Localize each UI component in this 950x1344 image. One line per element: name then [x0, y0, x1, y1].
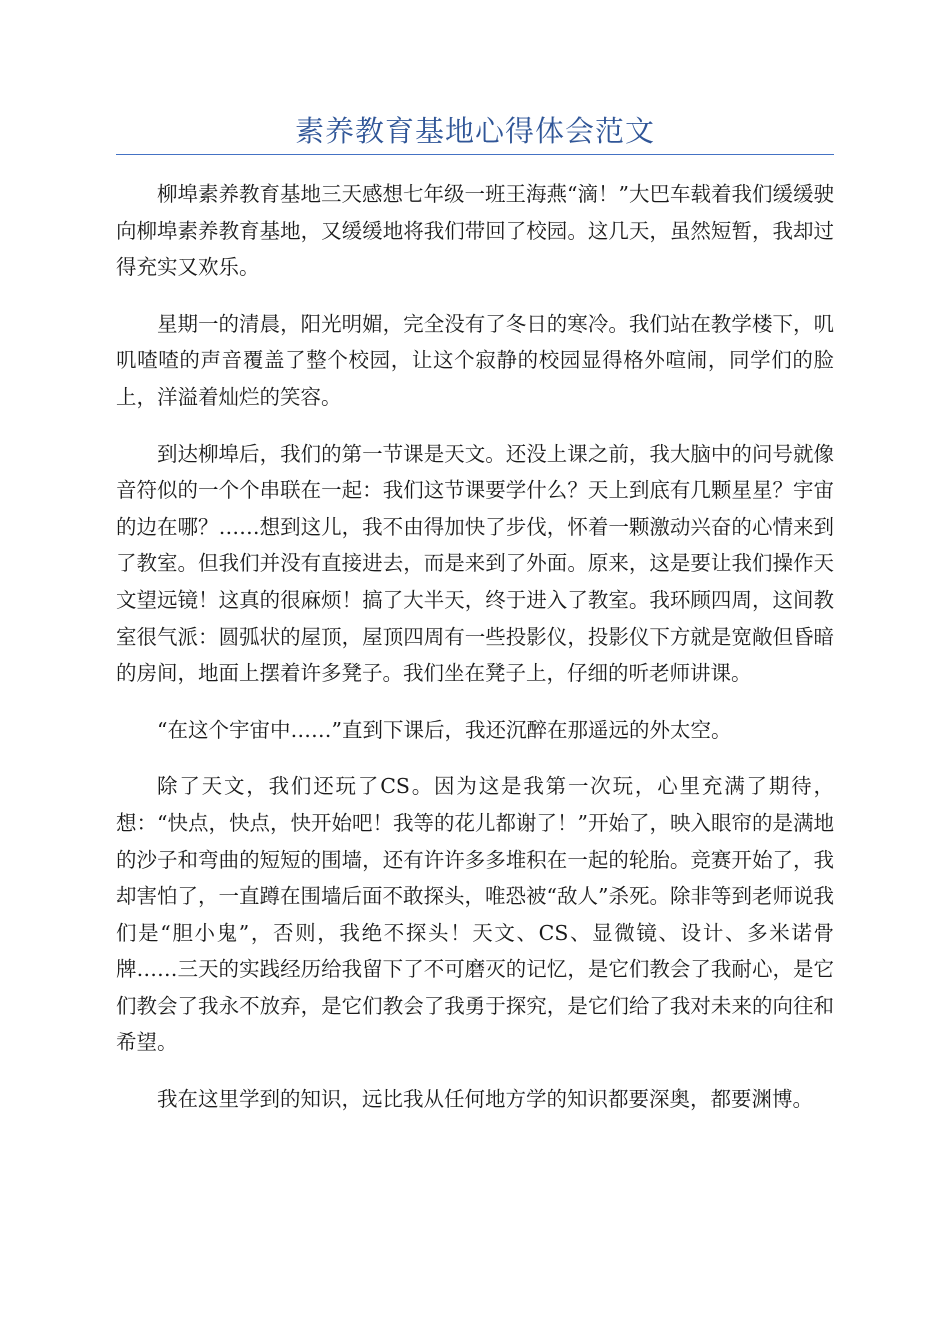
document-title: 素养教育基地心得体会范文 — [294, 114, 655, 148]
title-underline — [116, 154, 834, 155]
paragraph: 到达柳埠后，我们的第一节课是天文。还没上课之前，我大脑中的问号就像音符似的一个个串联在一起：我们这节课要学什么？天上到底有几颗星星？宇宙的边在哪？……想到这儿，我不由得加快了步伐，怀着一颗激动兴奋的心情来到了教室。但我们并没有直接进去，而是来到了外面。原来，这是要让我们操作天文望远镜！这真的很麻烦！搞了大半天，终于进入了教室。我环顾四周，这间教室很气派：圆弧状的屋顶，屋顶四周有一些投影仪，投影仪下方就是宽敞但昏暗的房间，地面上摆着许多凳子。我们坐在凳子上，仔细的听老师讲课。 — [116, 441, 834, 686]
paragraph: 除了天文，我们还玩了CS。因为这是我第一次玩，心里充满了期待，想：“快点，快点，快开始吧！我等的花儿都谢了！”开始了，映入眼帘的是满地的沙子和弯曲的短短的围墙，还有许许多多堆积在一起的轮胎。竞赛开始了，我却害怕了，一直蹲在围墙后面不敢探头，唯恐被“敌人”杀死。除非等到老师说我们是“胆小鬼”，否则，我绝不探头！天文、CS、显微镜、设计、多米诺骨牌……三天的实践经历给我留下了不可磨灭的记忆，是它们教会了我耐心，是它们教会了我永不放弃，是它们教会了我勇于探究，是它们给了我对未来的向往和希望。 — [116, 774, 834, 1055]
paragraph: “在这个宇宙中……”直到下课后，我还沉醉在那遥远的外太空。 — [157, 717, 732, 742]
paragraph: 我在这里学到的知识，远比我从任何地方学的知识都要深奥，都要渊博。 — [157, 1087, 813, 1112]
document-body — [116, 176, 834, 1138]
paragraph: 星期一的清晨，阳光明媚，完全没有了冬日的寒冷。我们站在教学楼下，叽叽喳喳的声音覆盖了整个校园，让这个寂静的校园显得格外喧闹，同学们的脸上，洋溢着灿烂的笑容。 — [116, 311, 834, 409]
paragraph: 柳埠素养教育基地三天感想七年级一班王海燕“滴！”大巴车载着我们缓缓驶向柳埠素养教育基地，又缓缓地将我们带回了校园。这几天，虽然短暂，我却过得充实又欢乐。 — [116, 182, 834, 280]
